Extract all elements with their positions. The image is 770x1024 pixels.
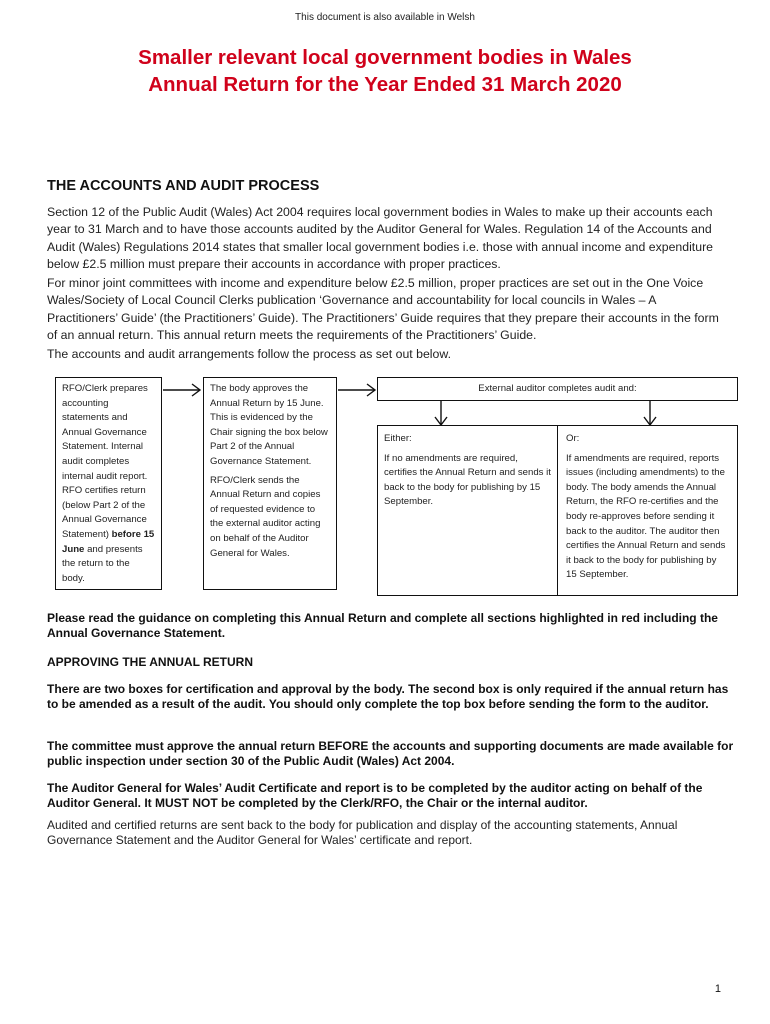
arrow-right-icon — [162, 382, 204, 398]
box1-deadline: before 15 June — [62, 528, 155, 555]
arrow-down-icon — [642, 401, 658, 427]
committee-approval-note: The committee must approve the annual return BEFORE the accounts and supporting documents are made available for public inspection under section 30 of the Public Audit (Wales) Act 2004. — [47, 739, 734, 768]
box4-label: Either: — [384, 433, 412, 444]
box5-label: Or: — [566, 433, 580, 444]
flow-box-rfo-prepares — [55, 377, 162, 590]
arrow-down-icon — [433, 401, 449, 427]
box2-paragraph-1: The body approves the Annual Return by 15 June. This is evidenced by the Chair signing the box below Part 2 of the Annual Governance Statement. — [210, 383, 328, 467]
accounts-paragraph-3: The accounts and audit arrangements follow the process as set out below. — [47, 347, 451, 361]
welsh-availability-note: This document is also available in Welsh — [295, 12, 475, 23]
two-boxes-note: There are two boxes for certification and approval by the body. The second box is only required if the annual return has to be amended as a result of the audit. You should only complete the top box before sending the form to the auditor. — [47, 682, 729, 711]
audit-certificate-note: The Auditor General for Wales’ Audit Certificate and report is to be completed by the auditor acting on behalf of the Auditor General. It MUST NOT be completed by the Clerk/RFO, the Chair or the internal auditor. — [47, 781, 703, 810]
title-line-2: Annual Return for the Year Ended 31 March 2020 — [148, 73, 622, 96]
accounts-paragraph-1: Section 12 of the Public Audit (Wales) Act 2004 requires local government bodies in Wales to make up their accounts each year to 31 March and to have those accounts audited by the Auditor General for Wales. Regulation 14 of the Accounts and Audit (Wales) Regulations 2014 states that smaller local government bodies i.e. those with annual income and expenditure below £2.5 million must prepare their accounts in accordance with proper practices. — [47, 205, 714, 271]
title-line-1: Smaller relevant local government bodies in Wales — [138, 46, 632, 69]
flow-box-external-auditor — [377, 377, 738, 401]
box1-text-block — [62, 382, 155, 586]
accounts-paragraph-2: For minor joint committees with income and expenditure below £2.5 million, proper practices are set out in the One Voice Wales/Society of Local Council Clerks publication ‘Governance and accountability for local councils in Wales – A Practitioners’ Guide’ (the Practitioners’ Guide). The Practitioners’ Guide requires that they prepare their accounts in the form of an annual return. This annual return meets the requirements of the Practitioners’ Guide. — [47, 276, 719, 342]
box4-text: If no amendments are required, certifies the Annual Return and sends it back to the body for publishing by 15 September. — [384, 452, 551, 508]
box5-text: If amendments are required, reports issues (including amendments) to the body. The body amends the Annual Return, the RFO re-certifies and the body re-approves before sending it back to the auditor. The auditor then certifies the Annual Return and sends it back to the body for publishing by 15 September. — [566, 452, 726, 581]
flow-box-body-approves — [203, 377, 337, 590]
page-number: 1 — [714, 983, 721, 995]
document-title — [20, 44, 750, 98]
read-guidance-note: Please read the guidance on completing this Annual Return and complete all sections highlighted in red including the Annual Governance Statement. — [47, 611, 718, 640]
approving-heading: APPROVING THE ANNUAL RETURN — [47, 655, 254, 669]
audited-returns-note: Audited and certified returns are sent back to the body for publication and display of the accounting statements, Annual Governance Statement and the Auditor General for Wales’ certificate and report. — [47, 818, 678, 847]
flow-box-or — [557, 425, 738, 596]
box1-tail: and presents the return to the body. — [62, 543, 143, 584]
flow-box-either — [377, 425, 558, 596]
arrow-right-icon — [337, 382, 379, 398]
box1-text: RFO/Clerk prepares accounting statements and Annual Governance Statement. Internal audit completes internal audit report. RFO certifies return (below Part 2 of the Annual Governance Statement) — [62, 383, 148, 540]
box3-text: External auditor completes audit and: — [478, 383, 637, 394]
box2-paragraph-2: RFO/Clerk sends the Annual Return and copies of requested evidence to the external auditor acting on behalf of the Auditor General for Wales. — [210, 474, 321, 559]
accounts-audit-heading: THE ACCOUNTS AND AUDIT PROCESS — [47, 178, 320, 194]
